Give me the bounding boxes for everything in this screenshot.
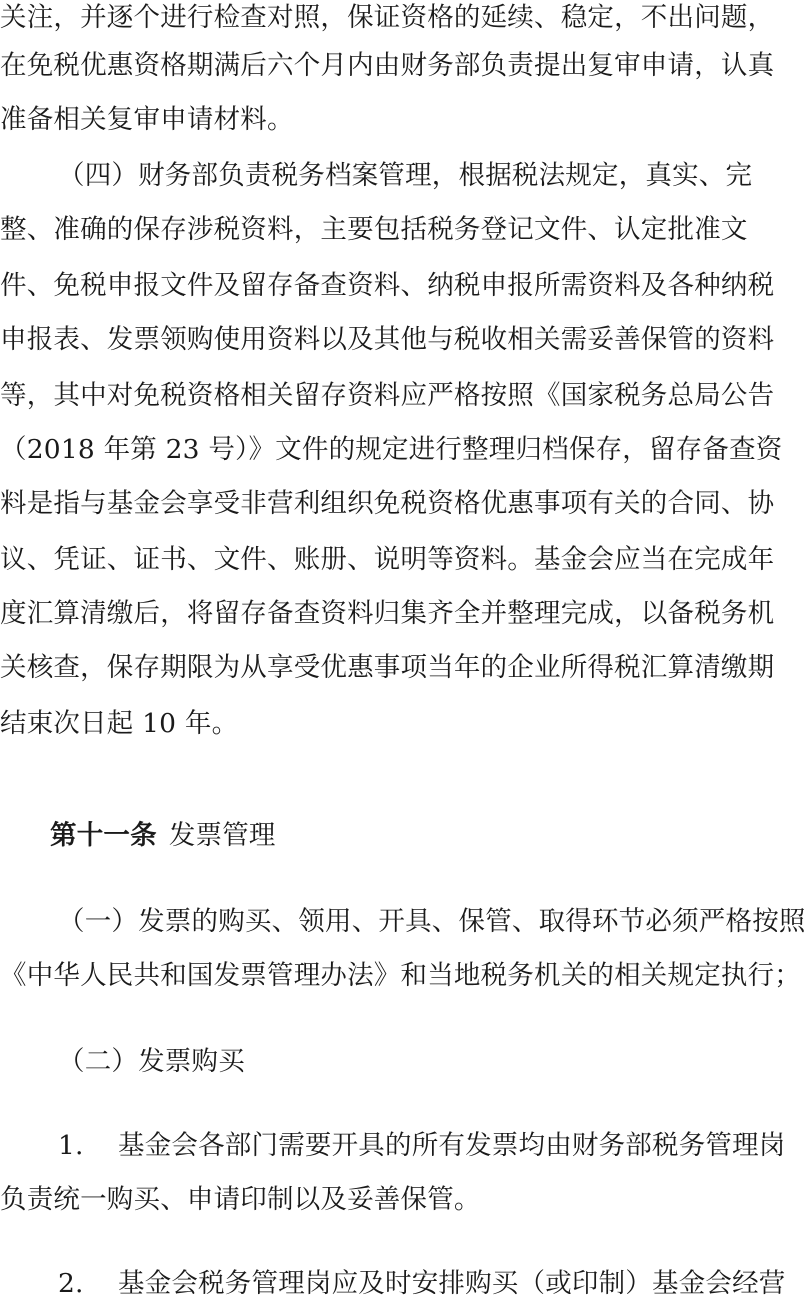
numbered-item (58, 1258, 786, 1310)
paragraph-line: （2018 年第 23 号）》文件的规定进行整理归档保存，留存备查资 (0, 434, 783, 465)
section-heading: （二）发票购买 (58, 1046, 245, 1077)
paragraph-line: 准备相关复审申请材料。 (0, 104, 294, 135)
paragraph-line: 料是指与基金会享受非营利组织免税资格优惠事项有关的合同、协 (0, 488, 775, 519)
item-number: 2. (58, 1268, 84, 1299)
item-text: 基金会各部门需要开具的所有发票均由财务部税务管理岗 (118, 1130, 786, 1161)
item-number: 1. (58, 1130, 84, 1161)
paragraph-line: （一）发票的购买、领用、开具、保管、取得环节必须严格按照 (58, 906, 806, 937)
paragraph-line: 结束次日起 10 年。 (0, 708, 239, 739)
paragraph-line: 关注，并逐个进行检查对照，保证资格的延续、稳定，不出问题， (0, 2, 775, 33)
paragraph-line: 在免税优惠资格期满后六个月内由财务部负责提出复审申请，认真 (0, 50, 775, 81)
paragraph-line: （四）财务部负责税务档案管理，根据税法规定，真实、完 (58, 160, 753, 191)
paragraph-line: 议、凭证、证书、文件、账册、说明等资料。基金会应当在完成年 (0, 544, 775, 575)
article-label: 第十一条 (50, 820, 157, 851)
article-title: 发票管理 (168, 820, 276, 851)
paragraph-line: 等，其中对免税资格相关留存资料应严格按照《国家税务总局公告 (0, 380, 775, 411)
paragraph-line: 《中华人民共和国发票管理办法》和当地税务机关的相关规定执行； (0, 960, 801, 991)
paragraph-line: 申报表、发票领购使用资料以及其他与税收相关需妥善保管的资料 (0, 324, 775, 355)
item-text: 基金会税务管理岗应及时安排购买（或印制）基金会经营 (118, 1268, 786, 1299)
paragraph-line: 整、准确的保存涉税资料，主要包括税务登记文件、认定批准文 (0, 214, 748, 245)
paragraph-line: 度汇算清缴后，将留存备查资料归集齐全并整理完成，以备税务机 (0, 598, 775, 629)
paragraph-line: 件、免税申报文件及留存备查资料、纳税申报所需资料及各种纳税 (0, 270, 775, 301)
paragraph-line: 负责统一购买、申请印制以及妥善保管。 (0, 1184, 481, 1215)
paragraph-line: 关核查，保存期限为从享受优惠事项当年的企业所得税汇算清缴期 (0, 652, 775, 683)
article-heading (50, 810, 276, 862)
numbered-item (58, 1120, 786, 1172)
